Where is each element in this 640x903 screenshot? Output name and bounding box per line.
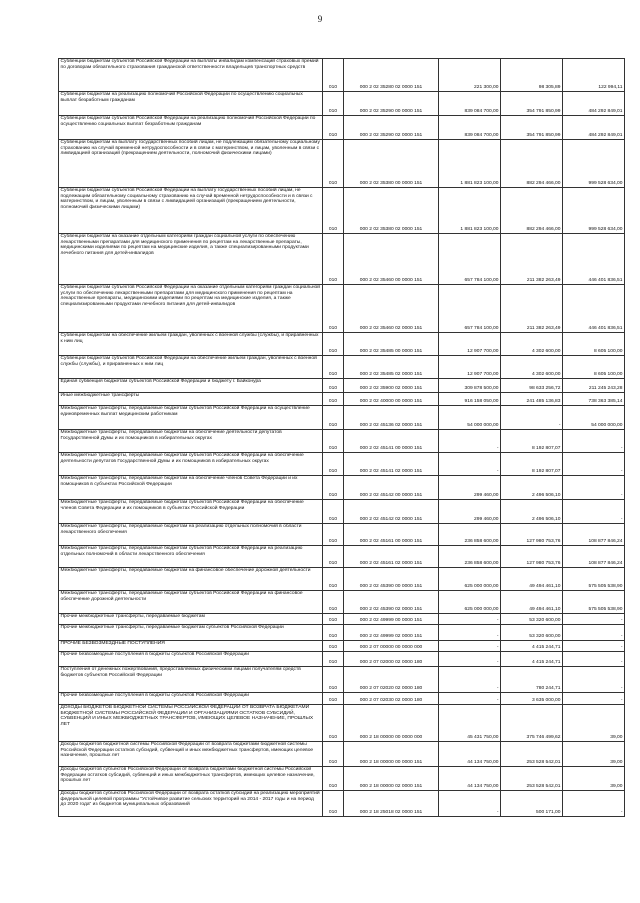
row-unexecuted-amount: -: [563, 476, 625, 500]
row-unexecuted-amount: 484 292 849,01: [563, 116, 625, 140]
row-line-code: 010: [323, 791, 344, 817]
row-unexecuted-amount: -: [563, 791, 625, 817]
row-name: Межбюджетные трансферты, передаваемые бюджетам субъектов Российской Федерации на осуществление единовременных выплат медицинским работникам: [59, 406, 323, 430]
row-line-code: 010: [323, 406, 344, 430]
row-name: Субвенции бюджетам на оказание отдельным категориям граждан социальной услуги по обеспечению лекарственными препаратами для медицинского применения по рецептам на лекарственные препараты, медицинскими изделиями по рецептам на медицинские изделия, а также специализированными продуктами лечебного питания для детей-инвалидов: [59, 234, 323, 285]
row-executed-amount: 780 244,71: [501, 667, 563, 693]
table-row: [59, 406, 625, 430]
row-approved-amount: -: [439, 430, 501, 453]
table-row: [59, 625, 625, 641]
row-budget-code: 000 2 02 49999 00 0000 151: [344, 614, 439, 625]
row-name: Иные межбюджетные трансферты: [59, 393, 323, 406]
row-budget-code: 000 2 02 45141 02 0000 151: [344, 453, 439, 476]
row-unexecuted-amount: 575 505 538,90: [563, 591, 625, 614]
row-line-code: 010: [323, 693, 344, 705]
row-name: Межбюджетные трансферты, передаваемые бюджетам субъектов Российской Федерации на реализацию отдельных полномочий в области лекарственного обеспечения: [59, 546, 323, 568]
row-name: ДОХОДЫ БЮДЖЕТОВ БЮДЖЕТНОЙ СИСТЕМЫ РОССИЙСКОЙ ФЕДЕРАЦИИ ОТ ВОЗВРАТА БЮДЖЕТАМИ БЮДЖЕТНОЙ СИСТЕМЫ РОССИЙСКОЙ ФЕДЕРАЦИИ И ОРГАНИЗАЦИЯМИ ОСТАТКОВ СУБСИДИЙ, СУБВЕНЦИЙ И ИНЫХ МЕЖБЮДЖЕТНЫХ ТРАНСФЕРТОВ, ИМЕЮЩИХ ЦЕЛЕВОЕ НАЗНАЧЕНИЕ, ПРОШЛЫХ ЛЕТ: [59, 705, 323, 742]
row-approved-amount: -: [439, 625, 501, 641]
row-executed-amount: 127 980 753,76: [501, 546, 563, 568]
row-executed-amount: 2 496 506,10: [501, 500, 563, 524]
row-executed-amount: 4 302 600,00: [501, 356, 563, 379]
row-approved-amount: 299 460,00: [439, 500, 501, 524]
table-row: [59, 591, 625, 614]
row-line-code: 010: [323, 92, 344, 116]
row-approved-amount: 625 000 000,00: [439, 568, 501, 591]
table-row: [59, 393, 625, 406]
row-approved-amount: 299 460,00: [439, 476, 501, 500]
row-budget-code: 000 2 18 00000 00 0000 151: [344, 742, 439, 767]
row-line-code: 010: [323, 667, 344, 693]
row-executed-amount: 4 415 244,71: [501, 641, 563, 652]
table-row: [59, 742, 625, 767]
row-approved-amount: 236 858 600,00: [439, 524, 501, 546]
row-budget-code: 000 2 02 45161 00 0000 151: [344, 524, 439, 546]
row-unexecuted-amount: 8 605 100,00: [563, 356, 625, 379]
row-line-code: 010: [323, 188, 344, 234]
row-line-code: 010: [323, 285, 344, 333]
row-line-code: 010: [323, 641, 344, 652]
row-approved-amount: 221 300,00: [439, 59, 501, 92]
row-line-code: 010: [323, 742, 344, 767]
row-executed-amount: 8 192 807,07: [501, 430, 563, 453]
row-budget-code: 000 2 02 45141 00 0000 151: [344, 430, 439, 453]
row-unexecuted-amount: -: [563, 693, 625, 705]
row-name: Субвенции бюджетам субъектов Российской Федерации на выплаты инвалидам компенсаций страховых премий по договорам обязательного страхования гражданской ответственности владельцев транспортных средств: [59, 59, 323, 92]
row-line-code: 010: [323, 453, 344, 476]
row-unexecuted-amount: 39,00: [563, 742, 625, 767]
row-unexecuted-amount: -: [563, 500, 625, 524]
row-executed-amount: 354 791 850,99: [501, 92, 563, 116]
row-budget-code: 000 2 07 00000 00 0000 000: [344, 641, 439, 652]
row-budget-code: 000 2 02 45136 02 0000 151: [344, 406, 439, 430]
row-budget-code: 000 2 02 35460 02 0000 151: [344, 285, 439, 333]
row-name: Поступления от денежных пожертвований, предоставляемых физическими лицами получателям средств бюджетов субъектов Российской Федерации: [59, 667, 323, 693]
table-row: [59, 59, 625, 92]
row-name: Единая субвенция бюджетам субъектов Российской Федерации и бюджету г. Байконура: [59, 379, 323, 393]
row-line-code: 010: [323, 140, 344, 188]
row-executed-amount: 354 791 850,99: [501, 116, 563, 140]
row-executed-amount: 375 746 499,62: [501, 705, 563, 742]
row-budget-code: 000 2 02 35280 02 0000 151: [344, 59, 439, 92]
row-name: Межбюджетные трансферты, передаваемые бюджетам субъектов Российской Федерации на обеспечение деятельности депутатов Государственной Думы и их помощников в избирательных округах: [59, 453, 323, 476]
row-name: Доходы бюджетов субъектов Российской Федерации от возврата бюджетами бюджетной системы Российской Федерации остатков субсидий, субвенций и иных межбюджетных трансфертов, имеющих целевое назначение, прошлых лет: [59, 767, 323, 791]
row-line-code: 010: [323, 568, 344, 591]
row-approved-amount: 839 084 700,00: [439, 116, 501, 140]
row-executed-amount: 8 192 807,07: [501, 453, 563, 476]
row-executed-amount: 98 633 256,72: [501, 379, 563, 393]
row-budget-code: 000 2 02 35380 02 0000 151: [344, 188, 439, 234]
table-row: [59, 453, 625, 476]
row-budget-code: 000 2 02 45390 00 0000 151: [344, 568, 439, 591]
table-row: [59, 356, 625, 379]
row-name: Субвенции бюджетам на выплату государственных пособий лицам, не подлежащим обязательному социальному страхованию на случай временной нетрудоспособности и в связи с материнством, и лицам, уволенным в связи с ликвидацией организаций (прекращением деятельности, полномочий физическими лицами): [59, 140, 323, 188]
row-executed-amount: 253 528 542,01: [501, 767, 563, 791]
row-line-code: 010: [323, 430, 344, 453]
row-name: Прочие межбюджетные трансферты, передаваемые бюджетам субъектов Российской Федерации: [59, 625, 323, 641]
table-row: [59, 430, 625, 453]
row-executed-amount: 53 320 600,00: [501, 625, 563, 641]
row-approved-amount: -: [439, 652, 501, 667]
row-unexecuted-amount: 738 363 385,14: [563, 393, 625, 406]
row-unexecuted-amount: 999 528 634,00: [563, 140, 625, 188]
table-row: [59, 116, 625, 140]
row-unexecuted-amount: -: [563, 667, 625, 693]
row-unexecuted-amount: 446 401 836,51: [563, 234, 625, 285]
table-row: [59, 524, 625, 546]
row-unexecuted-amount: -: [563, 625, 625, 641]
row-line-code: 010: [323, 234, 344, 285]
row-budget-code: 000 2 02 35460 00 0000 151: [344, 234, 439, 285]
row-executed-amount: 882 294 466,00: [501, 188, 563, 234]
row-budget-code: 000 2 02 35485 00 0000 151: [344, 333, 439, 356]
row-executed-amount: 4 302 600,00: [501, 333, 563, 356]
row-budget-code: 000 2 02 45142 02 0000 151: [344, 500, 439, 524]
table-row: [59, 546, 625, 568]
table-row: [59, 614, 625, 625]
row-unexecuted-amount: -: [563, 430, 625, 453]
row-executed-amount: -: [501, 406, 563, 430]
row-approved-amount: 916 158 050,00: [439, 393, 501, 406]
table-row: [59, 188, 625, 234]
row-budget-code: 000 2 02 35900 02 0000 151: [344, 379, 439, 393]
row-budget-code: 000 2 02 49999 02 0000 151: [344, 625, 439, 641]
row-line-code: 010: [323, 333, 344, 356]
table-row: [59, 641, 625, 652]
row-executed-amount: 4 415 244,71: [501, 652, 563, 667]
table-row: [59, 140, 625, 188]
row-budget-code: 000 2 02 35290 00 0000 151: [344, 92, 439, 116]
row-approved-amount: 44 134 750,00: [439, 767, 501, 791]
row-budget-code: 000 2 02 40000 00 0000 151: [344, 393, 439, 406]
row-approved-amount: 309 878 500,00: [439, 379, 501, 393]
row-unexecuted-amount: 39,00: [563, 767, 625, 791]
row-unexecuted-amount: 108 877 846,24: [563, 524, 625, 546]
row-budget-code: 000 2 02 35290 02 0000 151: [344, 116, 439, 140]
row-name: Субвенции бюджетам субъектов Российской Федерации на оказание отдельным категориям граждан социальной услуги по обеспечению лекарственными препаратами для медицинского применения по рецептам на лекарственные препараты, медицинскими изделиями по рецептам на медицинские изделия, а также специализированными продуктами лечебного питания для детей-инвалидов: [59, 285, 323, 333]
row-unexecuted-amount: 8 605 100,00: [563, 333, 625, 356]
row-name: Субвенции бюджетам субъектов Российской Федерации на обеспечение жильем граждан, уволенных с военной службы (службы), и приравненных к ним лиц: [59, 356, 323, 379]
table-row: [59, 693, 625, 705]
table-row: [59, 667, 625, 693]
row-budget-code: 000 2 02 45161 02 0000 151: [344, 546, 439, 568]
row-approved-amount: -: [439, 641, 501, 652]
row-line-code: 010: [323, 500, 344, 524]
row-approved-amount: -: [439, 667, 501, 693]
row-budget-code: 000 2 07 02030 02 0000 180: [344, 693, 439, 705]
row-approved-amount: 54 000 000,00: [439, 406, 501, 430]
row-approved-amount: -: [439, 614, 501, 625]
row-budget-code: 000 2 18 00000 00 0000 000: [344, 705, 439, 742]
row-executed-amount: 211 382 263,49: [501, 285, 563, 333]
row-line-code: 010: [323, 591, 344, 614]
row-approved-amount: 12 907 700,00: [439, 333, 501, 356]
page-number: 9: [317, 14, 323, 24]
row-approved-amount: 839 084 700,00: [439, 92, 501, 116]
row-unexecuted-amount: -: [563, 641, 625, 652]
row-executed-amount: 49 494 461,10: [501, 568, 563, 591]
row-approved-amount: 657 784 100,00: [439, 234, 501, 285]
row-approved-amount: -: [439, 453, 501, 476]
row-unexecuted-amount: 446 401 836,51: [563, 285, 625, 333]
table-row: [59, 500, 625, 524]
row-unexecuted-amount: 999 528 634,00: [563, 188, 625, 234]
row-executed-amount: 53 320 600,00: [501, 614, 563, 625]
row-budget-code: 000 2 02 35380 00 0000 151: [344, 140, 439, 188]
table-row: [59, 705, 625, 742]
table-row: [59, 285, 625, 333]
table-row: [59, 652, 625, 667]
table-row: [59, 379, 625, 393]
row-unexecuted-amount: 575 505 538,90: [563, 568, 625, 591]
table-row: [59, 234, 625, 285]
row-name: ПРОЧИЕ БЕЗВОЗМЕЗДНЫЕ ПОСТУПЛЕНИЯ: [59, 641, 323, 652]
row-approved-amount: 625 000 000,00: [439, 591, 501, 614]
row-unexecuted-amount: 211 245 243,28: [563, 379, 625, 393]
row-budget-code: 000 2 07 02020 02 0000 180: [344, 667, 439, 693]
row-approved-amount: -: [439, 693, 501, 705]
row-line-code: 010: [323, 116, 344, 140]
row-name: Межбюджетные трансферты, передаваемые бюджетам на обеспечение членов Совета Федерации и их помощников в субъектах Российской Федерации: [59, 476, 323, 500]
row-name: Межбюджетные трансферты, передаваемые бюджетам на обеспечение деятельности депутатов Государственной Думы и их помощников в избирательных округах: [59, 430, 323, 453]
table-row: [59, 333, 625, 356]
row-executed-amount: 253 528 542,01: [501, 742, 563, 767]
row-approved-amount: 12 907 700,00: [439, 356, 501, 379]
row-unexecuted-amount: -: [563, 652, 625, 667]
row-budget-code: 000 2 02 45390 02 0000 151: [344, 591, 439, 614]
row-executed-amount: 882 294 466,00: [501, 140, 563, 188]
row-name: Субвенции бюджетам на реализацию полномочий Российской Федерации по осуществлению социальных выплат безработным гражданам: [59, 92, 323, 116]
row-approved-amount: 1 881 823 100,00: [439, 188, 501, 234]
row-line-code: 010: [323, 393, 344, 406]
row-executed-amount: 49 494 461,10: [501, 591, 563, 614]
table-row: [59, 92, 625, 116]
row-name: Межбюджетные трансферты, передаваемые бюджетам субъектов Российской Федерации на финансовое обеспечение дорожной деятельности: [59, 591, 323, 614]
row-name: Доходы бюджетов субъектов Российской Федерации от возврата остатков субсидий на реализацию мероприятий федеральной целевой программы "Устойчивое развитие сельских территорий на 2014 - 2017 годы и на период до 2020 года" из бюджетов муниципальных образований: [59, 791, 323, 817]
row-line-code: 010: [323, 767, 344, 791]
row-name: Межбюджетные трансферты, передаваемые бюджетам на реализацию отдельных полномочий в области лекарственного обеспечения: [59, 524, 323, 546]
table-row: [59, 568, 625, 591]
row-executed-amount: 98 305,89: [501, 59, 563, 92]
row-budget-code: 000 2 02 35485 02 0000 151: [344, 356, 439, 379]
row-line-code: 010: [323, 356, 344, 379]
row-executed-amount: 127 980 753,76: [501, 524, 563, 546]
row-unexecuted-amount: -: [563, 614, 625, 625]
row-name: Субвенции бюджетам субъектов Российской Федерации на выплату государственных пособий лицам, не подлежащим обязательному социальному страхованию на случай временной нетрудоспособности и в связи с материнством, и лицам, уволенным в связи с ликвидацией организаций (прекращением деятельности, полномочий физическими лицами): [59, 188, 323, 234]
row-line-code: 010: [323, 546, 344, 568]
row-name: Межбюджетные трансферты, передаваемые бюджетам субъектов Российской Федерации на обеспечение членов Совета Федерации и их помощников в субъектах Российской Федерации: [59, 500, 323, 524]
row-line-code: 010: [323, 379, 344, 393]
row-budget-code: 000 2 02 45142 00 0000 151: [344, 476, 439, 500]
row-name: Межбюджетные трансферты, передаваемые бюджетам на финансовое обеспечение дорожной деятельности: [59, 568, 323, 591]
row-approved-amount: 44 134 750,00: [439, 742, 501, 767]
row-line-code: 010: [323, 652, 344, 667]
row-unexecuted-amount: 108 877 846,24: [563, 546, 625, 568]
table-row: [59, 767, 625, 791]
row-name: Доходы бюджетов бюджетной системы Российской Федерации от возврата бюджетами бюджетной системы Российской Федерации остатков субсидий, субвенций и иных межбюджетных трансфертов, имеющих целевое назначение, прошлых лет: [59, 742, 323, 767]
row-approved-amount: 657 784 100,00: [439, 285, 501, 333]
row-approved-amount: 236 858 600,00: [439, 546, 501, 568]
table-row: [59, 791, 625, 817]
row-name: Прочие межбюджетные трансферты, передаваемые бюджетам: [59, 614, 323, 625]
row-approved-amount: -: [439, 791, 501, 817]
row-approved-amount: 45 431 750,00: [439, 705, 501, 742]
row-executed-amount: 211 382 263,49: [501, 234, 563, 285]
row-executed-amount: 2 496 506,10: [501, 476, 563, 500]
row-unexecuted-amount: 122 994,11: [563, 59, 625, 92]
table-row: [59, 476, 625, 500]
row-name: Субвенции бюджетам на обеспечение жильем граждан, уволенных с военной службы (службы), и приравненных к ним лиц: [59, 333, 323, 356]
row-line-code: 010: [323, 524, 344, 546]
row-budget-code: 000 2 18 00000 02 0000 151: [344, 767, 439, 791]
row-name: Субвенции бюджетам субъектов Российской Федерации на реализацию полномочий Российской Федерации по осуществлению социальных выплат безработным гражданам: [59, 116, 323, 140]
row-line-code: 010: [323, 705, 344, 742]
row-budget-code: 000 2 07 02000 02 0000 180: [344, 652, 439, 667]
row-unexecuted-amount: -: [563, 453, 625, 476]
row-unexecuted-amount: 39,00: [563, 705, 625, 742]
row-executed-amount: 500 171,00: [501, 791, 563, 817]
row-unexecuted-amount: 54 000 000,00: [563, 406, 625, 430]
row-line-code: 010: [323, 625, 344, 641]
row-name: Прочие безвозмездные поступления в бюджеты субъектов Российской Федерации: [59, 652, 323, 667]
row-line-code: 010: [323, 59, 344, 92]
budget-revenue-table: [58, 58, 625, 817]
row-line-code: 010: [323, 614, 344, 625]
row-budget-code: 000 2 18 25018 02 0000 151: [344, 791, 439, 817]
row-approved-amount: 1 881 823 100,00: [439, 140, 501, 188]
row-executed-amount: 241 485 136,83: [501, 393, 563, 406]
row-unexecuted-amount: 484 292 849,01: [563, 92, 625, 116]
row-name: Прочие безвозмездные поступления в бюджеты субъектов Российской Федерации: [59, 693, 323, 705]
row-line-code: 010: [323, 476, 344, 500]
row-executed-amount: 3 635 000,00: [501, 693, 563, 705]
